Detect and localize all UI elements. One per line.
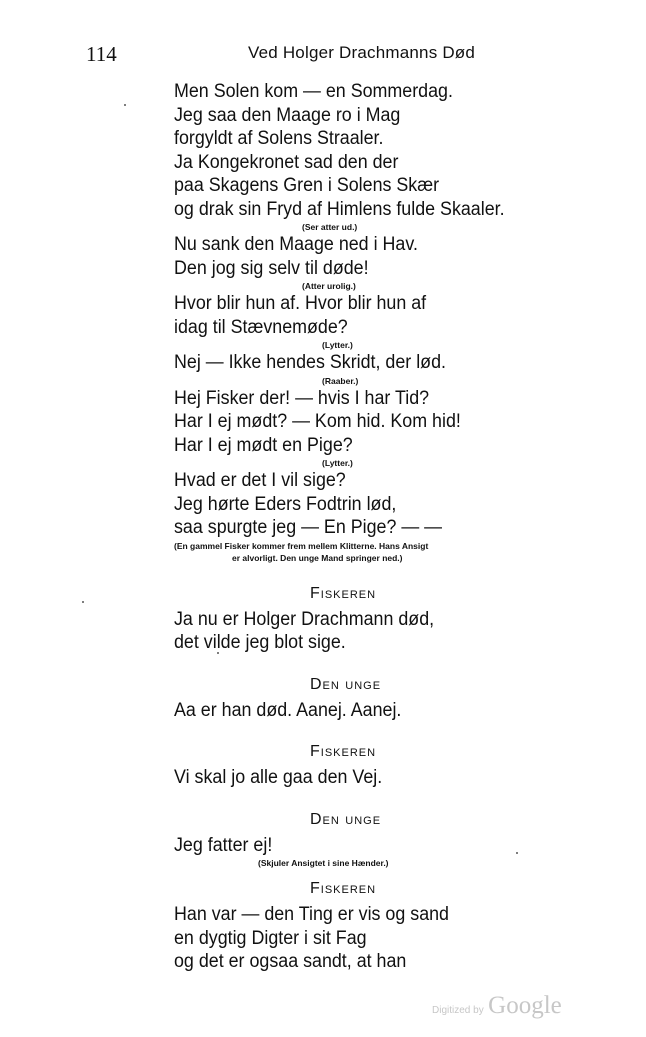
verse-line: Nej — Ikke hendes Skridt, der lød.: [174, 352, 446, 373]
stage-direction: (Ser atter ud.): [302, 222, 358, 232]
verse-line: forgyldt af Solens Straaler.: [174, 128, 384, 149]
running-title: Ved Holger Drachmanns Død: [248, 43, 476, 62]
verse-line: Han var — den Ting er vis og sand: [174, 904, 449, 925]
verse-line: paa Skagens Gren i Solens Skær: [174, 175, 440, 196]
verse-line: Ja nu er Holger Drachmann død,: [174, 608, 435, 630]
verse-line: og det er ogsaa sandt, at han: [174, 951, 407, 972]
verse-line: Jeg saa den Maage ro i Mag: [174, 104, 401, 126]
verse-line: Den jog sig selv til døde!: [174, 257, 369, 279]
speaker-label: Den unge: [310, 810, 382, 828]
speck: [82, 601, 84, 603]
stage-direction: (Lytter.): [322, 340, 353, 350]
verse-line: saa spurgte jeg — En Pige? — —: [174, 517, 443, 538]
verse-line: Hej Fisker der! — hvis I har Tid?: [174, 387, 430, 409]
verse-line: idag til Stævnemøde?: [174, 316, 348, 338]
verse-line: Jeg fatter ej!: [174, 834, 273, 856]
stage-direction: (Atter urolig.): [302, 281, 356, 291]
stage-direction: (Lytter.): [322, 458, 353, 468]
verse-line: Hvad er det I vil sige?: [174, 470, 346, 491]
verse-line: Vi skal jo alle gaa den Vej.: [174, 767, 383, 788]
verse-line: det vilde jeg blot sige.: [174, 632, 346, 653]
stage-direction: (Skjuler Ansigtet i sine Hænder.): [258, 858, 389, 868]
speaker-label: Fiskeren: [310, 584, 377, 602]
verse-line: Aa er han død. Aanej. Aanej.: [174, 699, 402, 721]
google-watermark: [432, 992, 562, 1020]
speaker-label: Fiskeren: [310, 880, 377, 897]
page-number: 114: [86, 42, 117, 66]
verse-line: Jeg hørte Eders Fodtrin lød,: [174, 493, 397, 515]
verse-line: Har I ej mødt? — Kom hid. Kom hid!: [174, 411, 461, 432]
stage-direction: (En gammel Fisker kommer frem mellem Klitterne. Hans Ansigt: [174, 540, 429, 551]
verse-line: Men Solen kom — en Sommerdag.: [174, 81, 453, 102]
google-logo: Google: [488, 992, 562, 1019]
speaker-label: Fiskeren: [310, 743, 377, 760]
verse-line: Nu sank den Maage ned i Hav.: [174, 234, 418, 255]
speaker-label: Den unge: [310, 675, 382, 693]
verse-line: Hvor blir hun af. Hvor blir hun af: [174, 293, 427, 314]
verse-line: Har I ej mødt en Pige?: [174, 434, 353, 456]
poem-text: [174, 80, 594, 974]
verse-line: en dygtig Digter i sit Fag: [174, 927, 367, 949]
verse-line: Ja Kongekronet sad den der: [174, 151, 399, 173]
stage-direction: er alvorligt. Den unge Mand springer ned.): [232, 552, 403, 563]
verse-line: og drak sin Fryd af Himlens fulde Skaaler.: [174, 198, 505, 220]
speck: [124, 104, 126, 106]
watermark-prefix: Digitized by: [432, 1005, 484, 1016]
stage-direction: (Raaber.): [322, 375, 359, 386]
